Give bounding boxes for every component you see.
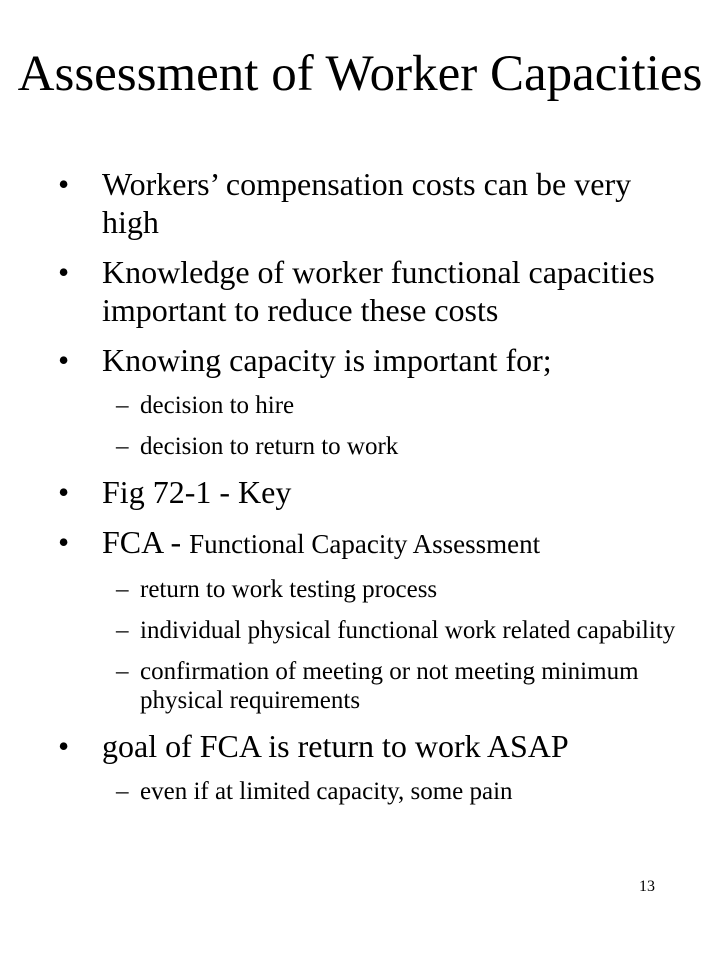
page-number: 13 [639, 878, 655, 895]
sub-bullet-item [58, 657, 678, 715]
bullet-text: Knowledge of worker functional capacities important to reduce these costs [102, 254, 655, 328]
sub-bullet-text: decision to hire [140, 392, 295, 419]
bullet-glyph: • [58, 524, 70, 560]
sub-bullet-text: return to work testing process [140, 576, 438, 603]
dash-glyph: – [116, 392, 129, 419]
dash-glyph: – [116, 617, 129, 644]
bullet-glyph: • [58, 166, 70, 202]
sub-bullet-list [58, 391, 678, 461]
sub-bullet-text: even if at limited capacity, some pain [140, 778, 513, 805]
sub-bullet-text: individual physical functional work related capability [140, 617, 676, 644]
sub-bullet-item [58, 391, 678, 420]
sub-bullet-text: decision to return to work [140, 433, 399, 460]
sub-bullet-item [58, 575, 678, 604]
dash-glyph: – [116, 576, 129, 603]
bullet-glyph: • [58, 474, 70, 510]
bullet-item [58, 341, 678, 461]
sub-bullet-list [58, 777, 678, 806]
sub-bullet-item [58, 616, 678, 645]
bullet-glyph: • [58, 342, 70, 378]
sub-bullet-list [58, 575, 678, 715]
bullet-item [58, 165, 678, 241]
slide-title: Assessment of Worker Capacities [17, 46, 703, 102]
dash-glyph: – [116, 658, 129, 685]
bullet-glyph: • [58, 254, 70, 290]
bullet-glyph: • [58, 728, 70, 764]
bullet-text: Fig 72-1 - Key [102, 474, 292, 510]
bullet-item [58, 523, 678, 715]
bullet-item [58, 253, 678, 329]
sub-bullet-text: confirmation of meeting or not meeting minimum physical requirements [140, 658, 639, 714]
sub-bullet-item [58, 777, 678, 806]
bullet-text: goal of FCA is return to work ASAP [102, 728, 569, 764]
bullet-item [58, 727, 678, 806]
bullet-text-suffix: Functional Capacity Assessment [189, 529, 541, 559]
bullet-text-prefix: FCA - [102, 524, 190, 560]
bullet-item [58, 473, 678, 511]
bullet-list [58, 165, 678, 818]
bullet-text: Workers’ compensation costs can be very high [102, 166, 632, 240]
dash-glyph: – [116, 433, 129, 460]
sub-bullet-item [58, 432, 678, 461]
bullet-text: Knowing capacity is important for; [102, 342, 552, 378]
dash-glyph: – [116, 778, 129, 805]
